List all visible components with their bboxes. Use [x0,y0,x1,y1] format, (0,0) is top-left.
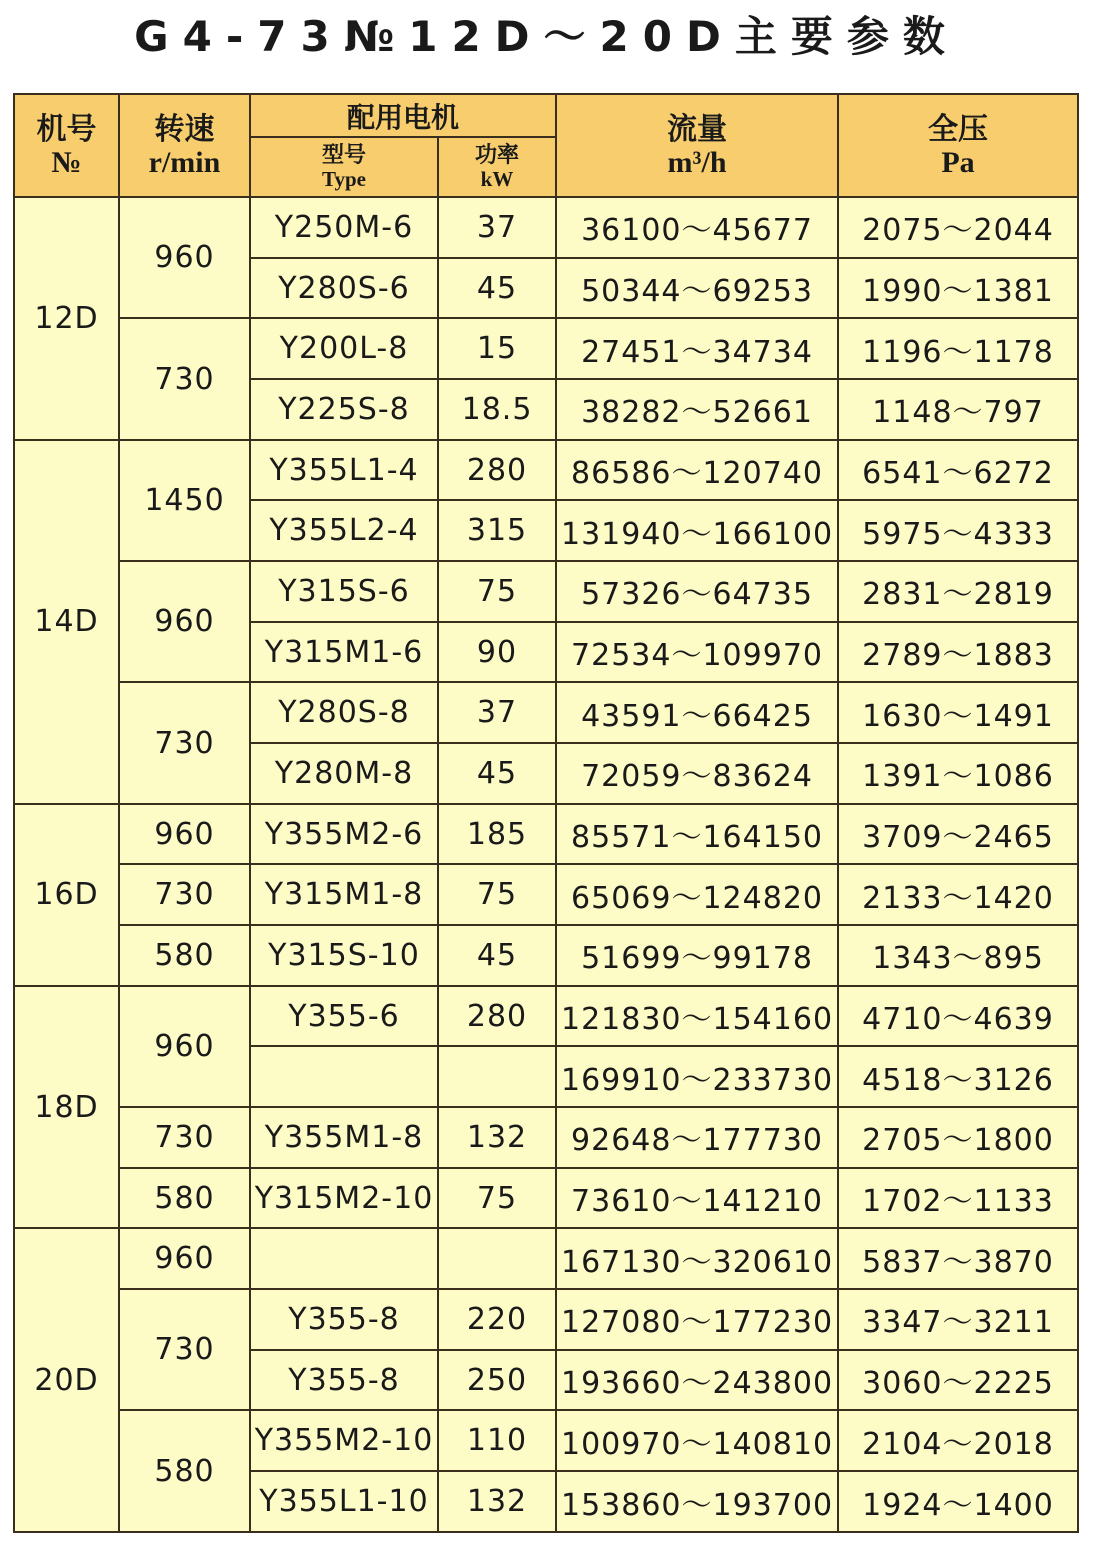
cell-pressure: 4518～3126 [838,1046,1078,1107]
page-title: G4-73№12D～20D主要参数 [134,12,959,61]
header-speed-unit: r/min [148,145,221,179]
cell-flow: 38282～52661 [556,379,838,440]
cell-power [438,1228,556,1289]
cell-pressure: 2705～1800 [838,1107,1078,1168]
header-model [14,94,119,197]
cell-flow: 36100～45677 [556,197,838,258]
cell-pressure: 2789～1883 [838,622,1078,683]
cell-type: Y355-6 [250,986,438,1047]
cell-type [250,1046,438,1107]
cell-speed: 960 [119,197,250,318]
cell-pressure: 6541～6272 [838,440,1078,501]
cell-power: 37 [438,682,556,743]
cell-type: Y315M1-8 [250,864,438,925]
cell-flow: 43591～66425 [556,682,838,743]
cell-flow: 167130～320610 [556,1228,838,1289]
header-flow-cn: 流量 [667,111,728,147]
cell-pressure: 3347～3211 [838,1289,1078,1350]
table-row [14,986,1078,1047]
cell-model: 16D [14,804,119,986]
cell-flow: 73610～141210 [556,1168,838,1229]
cell-power: 45 [438,258,556,319]
cell-type: Y315M1-6 [250,622,438,683]
cell-power: 75 [438,864,556,925]
table-row [14,682,1078,743]
header-type-en: Type [322,167,366,191]
cell-power: 75 [438,1168,556,1229]
cell-type: Y355L1-4 [250,440,438,501]
cell-type: Y315S-10 [250,925,438,986]
header-power-unit: kW [480,167,514,191]
cell-flow: 92648～177730 [556,1107,838,1168]
header-pressure-unit: Pa [941,145,975,179]
cell-power: 37 [438,197,556,258]
header-pressure-cn: 全压 [928,111,989,147]
cell-flow: 51699～99178 [556,925,838,986]
cell-type [250,1228,438,1289]
cell-flow: 72534～109970 [556,622,838,683]
cell-power: 90 [438,622,556,683]
cell-pressure: 3060～2225 [838,1350,1078,1411]
cell-flow: 121830～154160 [556,986,838,1047]
cell-power: 220 [438,1289,556,1350]
cell-type: Y225S-8 [250,379,438,440]
cell-model: 20D [14,1228,119,1532]
table-row [14,1410,1078,1471]
cell-pressure: 5837～3870 [838,1228,1078,1289]
cell-power: 75 [438,561,556,622]
header-type-cn: 型号 [321,143,366,168]
table-row [14,440,1078,501]
cell-speed: 730 [119,682,250,803]
cell-flow: 65069～124820 [556,864,838,925]
header-flow [556,94,838,197]
table-row [14,561,1078,622]
cell-type: Y355-8 [250,1350,438,1411]
cell-speed: 730 [119,1289,250,1410]
table-row [14,804,1078,865]
cell-type: Y355M2-6 [250,804,438,865]
cell-power: 15 [438,318,556,379]
cell-pressure: 1391～1086 [838,743,1078,804]
cell-pressure: 2831～2819 [838,561,1078,622]
cell-power: 315 [438,500,556,561]
cell-type: Y355-8 [250,1289,438,1350]
cell-flow: 127080～177230 [556,1289,838,1350]
header-speed [119,94,250,197]
cell-power [438,1046,556,1107]
header-type [250,137,438,197]
header-speed-cn: 转速 [154,111,215,147]
cell-speed: 960 [119,986,250,1107]
cell-speed: 730 [119,864,250,925]
cell-power: 250 [438,1350,556,1411]
cell-type: Y315M2-10 [250,1168,438,1229]
cell-speed: 730 [119,1107,250,1168]
cell-power: 132 [438,1471,556,1532]
cell-flow: 193660～243800 [556,1350,838,1411]
cell-type: Y355M1-8 [250,1107,438,1168]
cell-type: Y355L2-4 [250,500,438,561]
cell-flow: 131940～166100 [556,500,838,561]
table-row [14,1107,1078,1168]
table-row [14,1168,1078,1229]
cell-model: 14D [14,440,119,804]
cell-power: 45 [438,925,556,986]
table-row [14,864,1078,925]
cell-pressure: 1924～1400 [838,1471,1078,1532]
cell-pressure: 5975～4333 [838,500,1078,561]
cell-type: Y280S-8 [250,682,438,743]
cell-type: Y315S-6 [250,561,438,622]
cell-flow: 85571～164150 [556,804,838,865]
cell-pressure: 2075～2044 [838,197,1078,258]
cell-speed: 730 [119,318,250,439]
cell-flow: 72059～83624 [556,743,838,804]
table-row [14,925,1078,986]
cell-flow: 100970～140810 [556,1410,838,1471]
cell-power: 18.5 [438,379,556,440]
cell-speed: 580 [119,1168,250,1229]
header-model-cn: 机号 [36,111,97,147]
cell-speed: 580 [119,925,250,986]
cell-pressure: 1702～1133 [838,1168,1078,1229]
cell-speed: 960 [119,561,250,682]
cell-type: Y355M2-10 [250,1410,438,1471]
cell-type: Y250M-6 [250,197,438,258]
cell-speed: 1450 [119,440,250,561]
table-row [14,1289,1078,1350]
cell-flow: 57326～64735 [556,561,838,622]
header-pressure [838,94,1078,197]
table-row [14,197,1078,258]
cell-flow: 169910～233730 [556,1046,838,1107]
cell-power: 280 [438,986,556,1047]
cell-power: 110 [438,1410,556,1471]
cell-flow: 27451～34734 [556,318,838,379]
cell-model: 12D [14,197,119,440]
cell-speed: 960 [119,1228,250,1289]
header-model-en: № [51,145,82,179]
cell-flow: 153860～193700 [556,1471,838,1532]
cell-pressure: 4710～4639 [838,986,1078,1047]
cell-type: Y280S-6 [250,258,438,319]
cell-pressure: 1196～1178 [838,318,1078,379]
cell-pressure: 1148～797 [838,379,1078,440]
header-motor-group: 配用电机 [250,94,556,137]
cell-pressure: 1343～895 [838,925,1078,986]
cell-type: Y355L1-10 [250,1471,438,1532]
cell-pressure: 2104～2018 [838,1410,1078,1471]
cell-pressure: 1990～1381 [838,258,1078,319]
cell-type: Y200L-8 [250,318,438,379]
parameter-table [13,93,1079,1533]
cell-pressure: 3709～2465 [838,804,1078,865]
cell-flow: 50344～69253 [556,258,838,319]
cell-model: 18D [14,986,119,1229]
cell-power: 185 [438,804,556,865]
table-row [14,318,1078,379]
cell-pressure: 2133～1420 [838,864,1078,925]
cell-power: 280 [438,440,556,501]
header-power [438,137,556,197]
cell-speed: 960 [119,804,250,865]
cell-type: Y280M-8 [250,743,438,804]
header-power-cn: 功率 [475,143,520,168]
cell-power: 132 [438,1107,556,1168]
header-flow-unit: m³/h [667,145,727,179]
cell-pressure: 1630～1491 [838,682,1078,743]
cell-speed: 580 [119,1410,250,1532]
table-row [14,1228,1078,1289]
cell-flow: 86586～120740 [556,440,838,501]
cell-power: 45 [438,743,556,804]
